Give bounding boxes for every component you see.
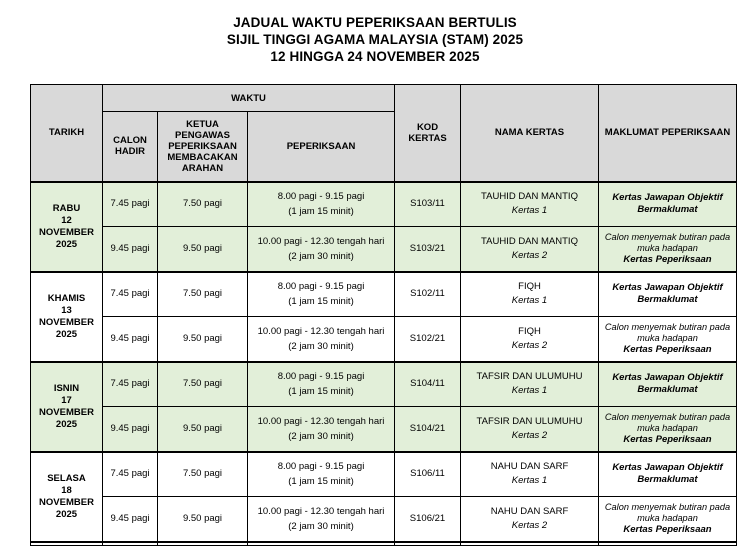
day-month: NOVEMBER — [39, 226, 94, 238]
peperiksaan-cell — [248, 182, 395, 227]
maklumat-cell — [599, 407, 737, 452]
ketua-pengawas-cell: 7.50 pagi — [158, 182, 248, 227]
schedule-row — [31, 452, 737, 497]
nama-kertas-cell — [461, 272, 599, 317]
maklumat-text: Kertas Peperiksaan — [623, 253, 712, 265]
paper-number: Kertas 2 — [511, 249, 548, 261]
schedule-row — [31, 362, 737, 407]
maklumat-text: Kertas Jawapan Objektif Bermaklumat — [612, 462, 723, 486]
header-kod-kertas: KOD KERTAS — [395, 85, 461, 182]
schedule-row — [31, 497, 737, 542]
paper-name: FIQH — [518, 325, 541, 337]
day-name: RABU — [52, 202, 81, 214]
peperiksaan-cell — [248, 272, 395, 317]
maklumat-cell — [599, 227, 737, 272]
exam-duration: (2 jam 30 minit) — [288, 340, 354, 352]
date-cell — [31, 362, 103, 452]
day-date: 13 — [61, 304, 72, 316]
kod-kertas-cell: S102/21 — [395, 317, 461, 362]
peperiksaan-cell — [248, 227, 395, 272]
day-year: 2025 — [55, 328, 78, 340]
peperiksaan-cell — [248, 407, 395, 452]
paper-name: FIQH — [518, 281, 541, 293]
day-month: NOVEMBER — [39, 316, 94, 328]
exam-schedule-table — [30, 84, 737, 546]
maklumat-cell — [599, 317, 737, 362]
paper-number: Kertas 1 — [511, 205, 548, 217]
schedule-row — [31, 317, 737, 362]
exam-duration: (1 jam 15 minit) — [288, 386, 354, 398]
peperiksaan-cell — [248, 452, 395, 497]
date-cell — [31, 272, 103, 362]
exam-duration: (2 jam 30 minit) — [288, 430, 354, 442]
maklumat-text: Kertas Peperiksaan — [623, 523, 712, 535]
ketua-pengawas-cell: 9.50 pagi — [158, 317, 248, 362]
exam-time: 8.00 pagi - 9.15 pagi — [277, 191, 365, 203]
exam-time: 10.00 pagi - 12.30 tengah hari — [257, 235, 385, 247]
schedule-row — [31, 272, 737, 317]
maklumat-text: Kertas Peperiksaan — [623, 433, 712, 445]
date-cell — [31, 452, 103, 542]
paper-name: TAUHID DAN MANTIQ — [481, 235, 578, 247]
paper-number: Kertas 1 — [511, 385, 548, 397]
ketua-pengawas-cell: 7.50 pagi — [158, 362, 248, 407]
exam-time: 10.00 pagi - 12.30 tengah hari — [257, 415, 385, 427]
paper-name: TAFSIR DAN ULUMUHU — [476, 371, 583, 383]
title-line-1: JADUAL WAKTU PEPERIKSAAN BERTULIS — [233, 15, 517, 30]
peperiksaan-cell — [248, 497, 395, 542]
maklumat-text: Kertas Jawapan Objektif Bermaklumat — [612, 282, 723, 306]
day-name: ISNIN — [53, 382, 80, 394]
day-date: 18 — [61, 484, 72, 496]
kod-kertas-cell: S104/21 — [395, 407, 461, 452]
ketua-pengawas-cell: 7.50 pagi — [158, 452, 248, 497]
nama-kertas-cell — [461, 182, 599, 227]
kod-kertas-cell: S104/11 — [395, 362, 461, 407]
header-calon-hadir: CALON HADIR — [103, 112, 158, 182]
calon-hadir-cell: 9.45 pagi — [103, 317, 158, 362]
calon-hadir-cell: 7.45 pagi — [103, 362, 158, 407]
title-line-3: 12 HINGGA 24 NOVEMBER 2025 — [270, 49, 480, 64]
day-year: 2025 — [55, 238, 78, 250]
paper-name: TAFSIR DAN ULUMUHU — [476, 415, 583, 427]
nama-kertas-cell — [461, 452, 599, 497]
exam-time: 8.00 pagi - 9.15 pagi — [277, 281, 365, 293]
calon-hadir-cell: 9.45 pagi — [103, 497, 158, 542]
exam-duration: (2 jam 30 minit) — [288, 250, 354, 262]
maklumat-cell — [599, 182, 737, 227]
title-line-2: SIJIL TINGGI AGAMA MALAYSIA (STAM) 2025 — [226, 32, 524, 47]
ketua-pengawas-cell: 9.50 pagi — [158, 497, 248, 542]
paper-name: NAHU DAN SARF — [490, 505, 569, 517]
exam-time: 8.00 pagi - 9.15 pagi — [277, 371, 365, 383]
document-title — [0, 0, 750, 65]
ketua-pengawas-cell: 9.50 pagi — [158, 407, 248, 452]
day-month: NOVEMBER — [39, 496, 94, 508]
ketua-pengawas-cell: 7.50 pagi — [158, 272, 248, 317]
day-year: 2025 — [55, 508, 78, 520]
calon-hadir-cell: 7.45 pagi — [103, 272, 158, 317]
paper-number: Kertas 2 — [511, 519, 548, 531]
header-nama-kertas: NAMA KERTAS — [461, 85, 599, 182]
paper-number: Kertas 2 — [511, 339, 548, 351]
nama-kertas-cell — [461, 362, 599, 407]
maklumat-cell — [599, 272, 737, 317]
kod-kertas-cell: S106/21 — [395, 497, 461, 542]
schedule-body — [31, 182, 737, 546]
day-date: 17 — [61, 394, 72, 406]
maklumat-cell — [599, 362, 737, 407]
maklumat-note: Calon menyemak butiran pada muka hadapan — [604, 501, 731, 523]
maklumat-text: Kertas Jawapan Objektif Bermaklumat — [612, 192, 723, 216]
nama-kertas-cell — [461, 497, 599, 542]
nama-kertas-cell — [461, 227, 599, 272]
exam-time: 10.00 pagi - 12.30 tengah hari — [257, 325, 385, 337]
exam-duration: (1 jam 15 minit) — [288, 206, 354, 218]
kod-kertas-cell: S103/21 — [395, 227, 461, 272]
schedule-row — [31, 182, 737, 227]
paper-number: Kertas 1 — [511, 475, 548, 487]
header-maklumat: MAKLUMAT PEPERIKSAAN — [599, 85, 737, 182]
peperiksaan-cell — [248, 362, 395, 407]
header-waktu: WAKTU — [103, 85, 395, 112]
header-ketua-pengawas: KETUA PENGAWAS PEPERIKSAAN MEMBACAKAN ARAHAN — [158, 112, 248, 182]
kod-kertas-cell: S102/11 — [395, 272, 461, 317]
kod-kertas-cell: S103/11 — [395, 182, 461, 227]
exam-time: 8.00 pagi - 9.15 pagi — [277, 461, 365, 473]
header-peperiksaan: PEPERIKSAAN — [248, 112, 395, 182]
paper-name: TAUHID DAN MANTIQ — [481, 191, 578, 203]
maklumat-note: Calon menyemak butiran pada muka hadapan — [604, 231, 731, 253]
maklumat-cell — [599, 497, 737, 542]
paper-number: Kertas 2 — [511, 429, 548, 441]
exam-duration: (1 jam 15 minit) — [288, 476, 354, 488]
maklumat-cell — [599, 452, 737, 497]
header-tarikh: TARIKH — [31, 85, 103, 182]
day-month: NOVEMBER — [39, 406, 94, 418]
day-name: SELASA — [47, 472, 86, 484]
maklumat-note: Calon menyemak butiran pada muka hadapan — [604, 411, 731, 433]
calon-hadir-cell: 9.45 pagi — [103, 407, 158, 452]
calon-hadir-cell: 9.45 pagi — [103, 227, 158, 272]
day-date: 12 — [61, 214, 72, 226]
calon-hadir-cell: 7.45 pagi — [103, 182, 158, 227]
day-name: KHAMIS — [47, 292, 86, 304]
maklumat-text: Kertas Jawapan Objektif Bermaklumat — [612, 372, 723, 396]
calon-hadir-cell: 7.45 pagi — [103, 452, 158, 497]
day-year: 2025 — [55, 418, 78, 430]
paper-number: Kertas 1 — [511, 295, 548, 307]
peperiksaan-cell — [248, 317, 395, 362]
date-cell — [31, 182, 103, 272]
exam-time: 10.00 pagi - 12.30 tengah hari — [257, 505, 385, 517]
schedule-row — [31, 407, 737, 452]
exam-duration: (2 jam 30 minit) — [288, 520, 354, 532]
cut-off-row — [31, 542, 737, 546]
nama-kertas-cell — [461, 317, 599, 362]
ketua-pengawas-cell: 9.50 pagi — [158, 227, 248, 272]
nama-kertas-cell — [461, 407, 599, 452]
exam-duration: (1 jam 15 minit) — [288, 296, 354, 308]
maklumat-text: Kertas Peperiksaan — [623, 343, 712, 355]
schedule-row — [31, 227, 737, 272]
kod-kertas-cell: S106/11 — [395, 452, 461, 497]
paper-name: NAHU DAN SARF — [490, 461, 569, 473]
maklumat-note: Calon menyemak butiran pada muka hadapan — [604, 321, 731, 343]
